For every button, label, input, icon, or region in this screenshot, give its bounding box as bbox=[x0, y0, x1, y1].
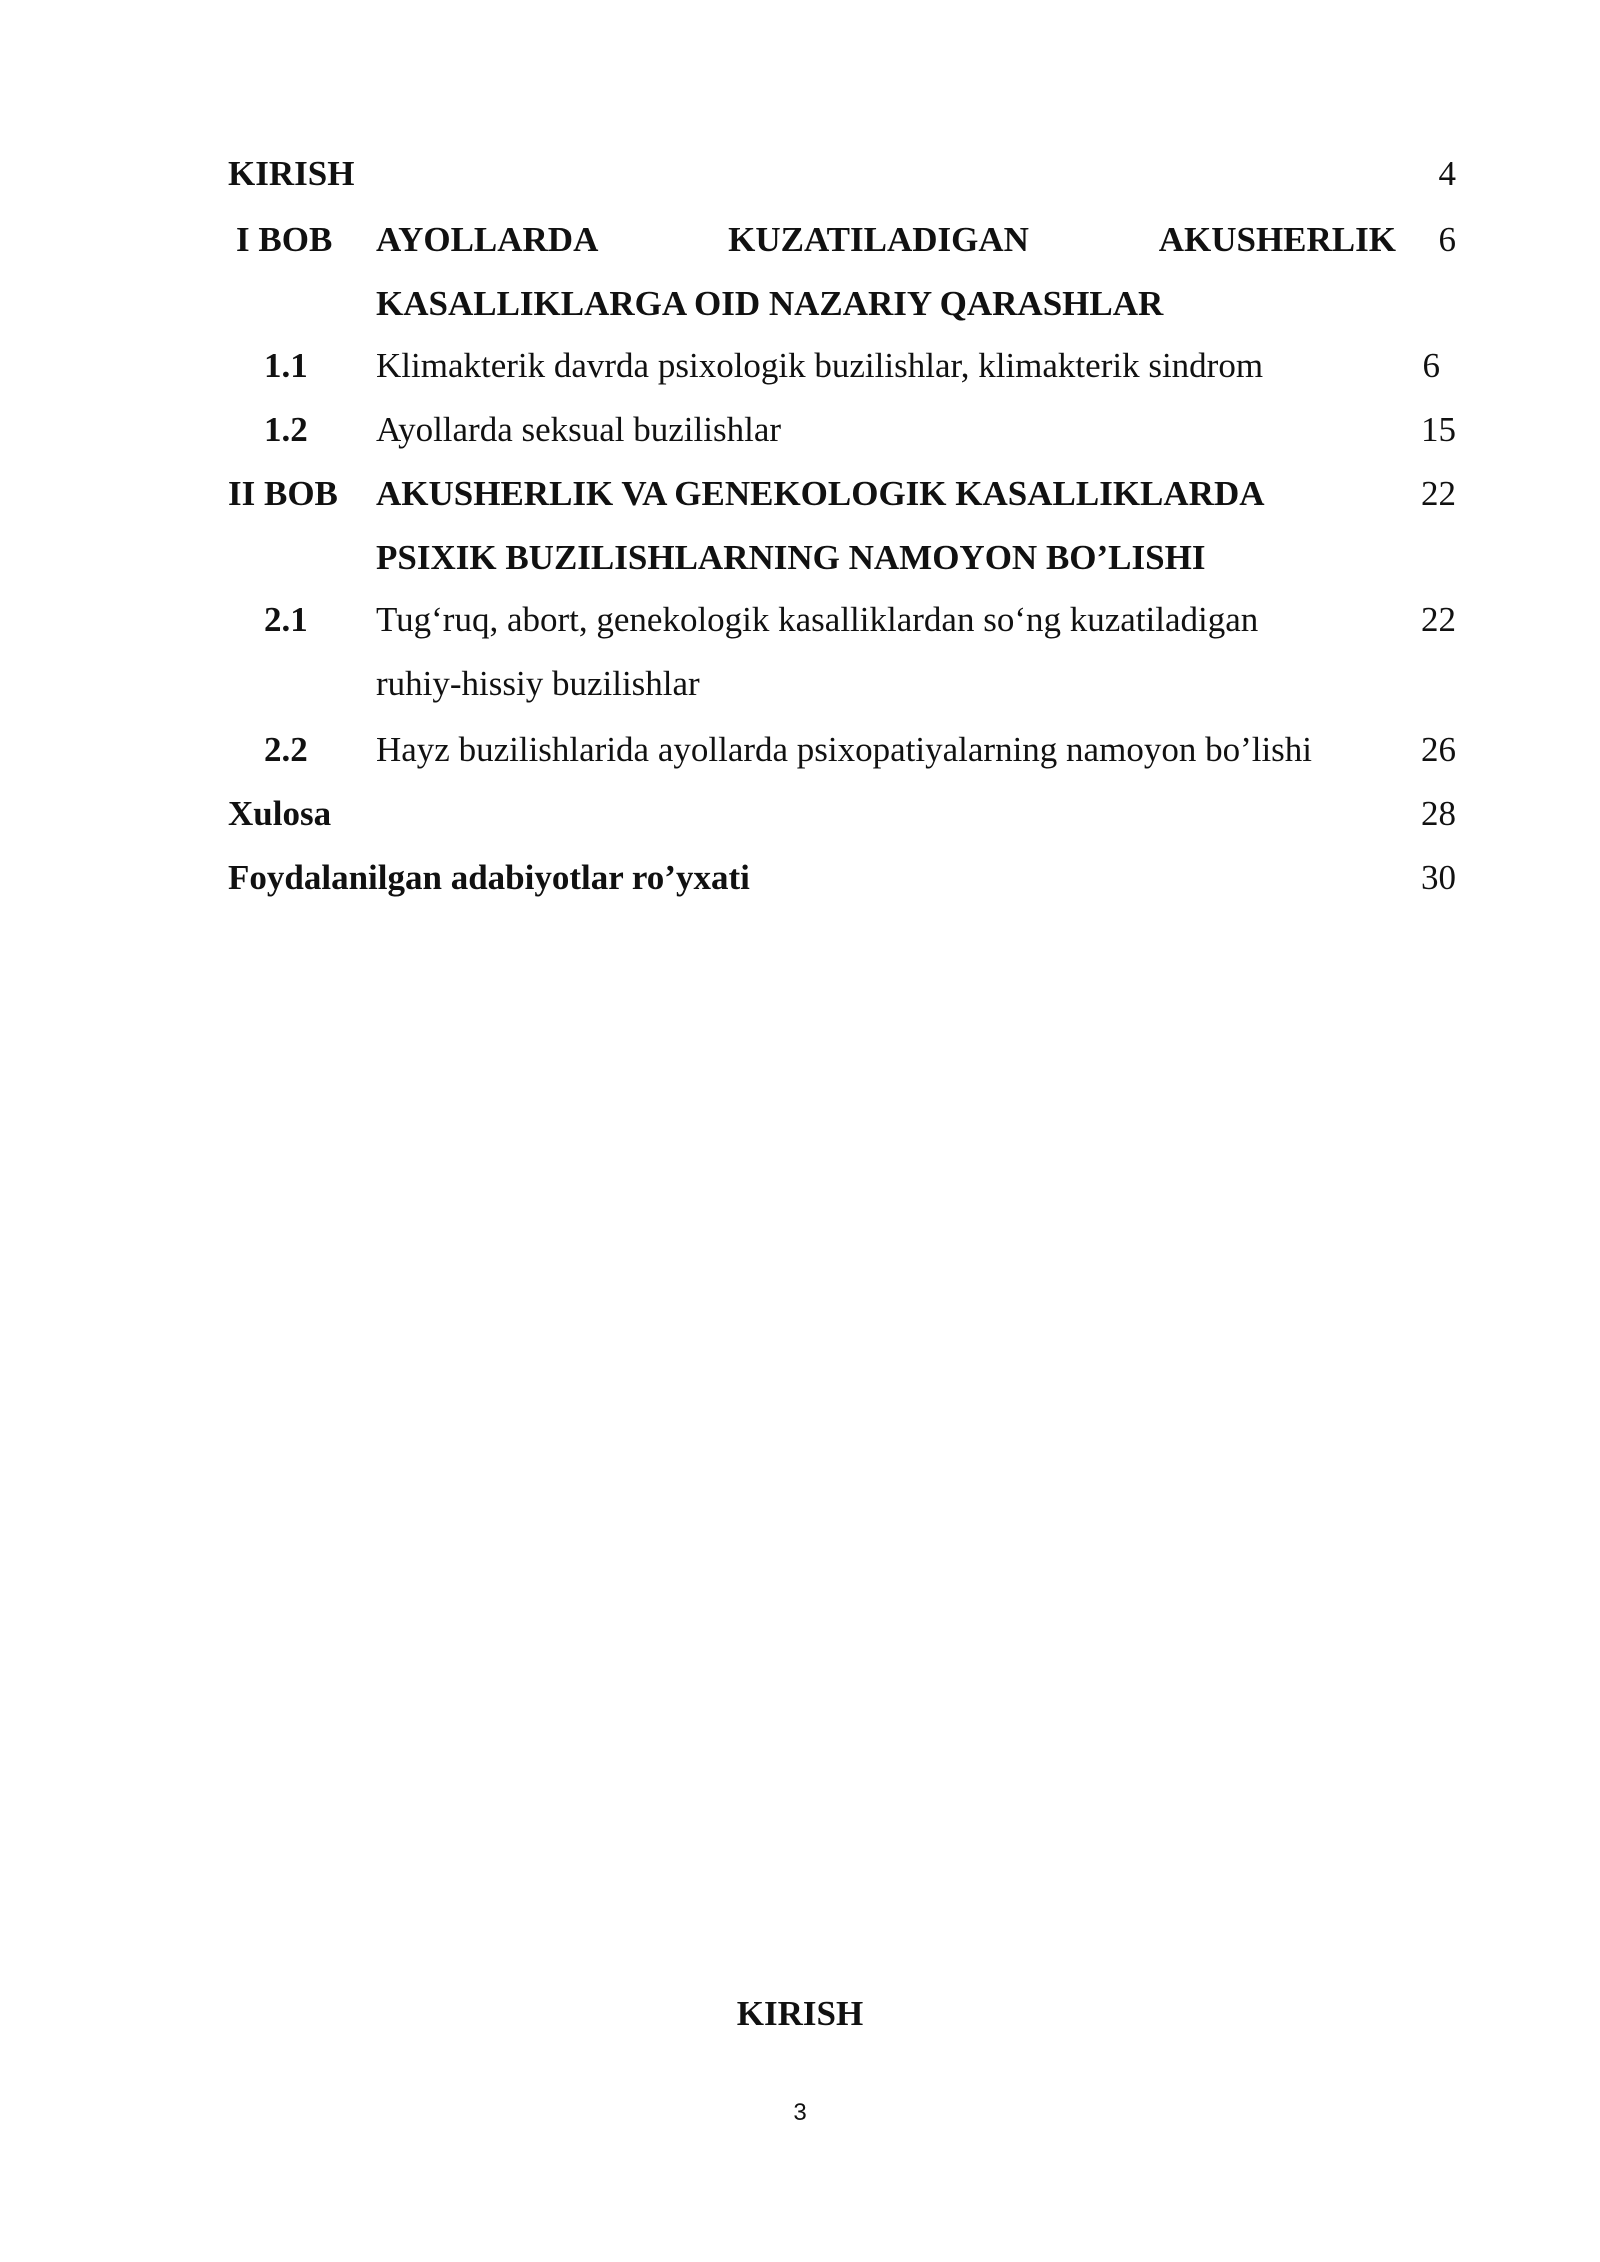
toc-bob1-word: AKUSHERLIK bbox=[1158, 220, 1396, 259]
toc-bob2-title-line1: AKUSHERLIK VA GENEKOLOGIK KASALLIKLARDA bbox=[376, 474, 1265, 513]
toc-s21-page: 22 bbox=[1421, 600, 1456, 639]
toc-bob1-title-line1 bbox=[376, 218, 1396, 262]
toc-bob1-number: I BOB bbox=[236, 220, 333, 259]
toc-s21-number: 2.1 bbox=[264, 600, 308, 639]
toc-adabiyot-page: 30 bbox=[1421, 858, 1456, 897]
toc-bob2-page: 22 bbox=[1421, 474, 1456, 513]
toc-s22-title: Hayz buzilishlarida ayollarda psixopatiyalarning namoyon bo’lishi bbox=[376, 730, 1313, 769]
toc-xulosa-page: 28 bbox=[1421, 794, 1456, 833]
toc-s22-number: 2.2 bbox=[264, 730, 308, 769]
section-heading: KIRISH bbox=[736, 1994, 864, 2033]
toc-bob1-page: 6 bbox=[1438, 220, 1456, 259]
toc-xulosa-label: Xulosa bbox=[228, 794, 332, 833]
toc-s12-page: 15 bbox=[1421, 410, 1456, 449]
toc-s11-title: Klimakterik davrda psixologik buzilishlar, klimakterik sindrom bbox=[376, 346, 1264, 385]
toc-s11-number: 1.1 bbox=[264, 346, 308, 385]
toc-s12-title: Ayollarda seksual buzilishlar bbox=[376, 410, 782, 449]
toc-s12-number: 1.2 bbox=[264, 410, 308, 449]
toc-s21-title-line2: ruhiy-hissiy buzilishlar bbox=[376, 664, 700, 703]
toc-s22-page: 26 bbox=[1421, 730, 1456, 769]
toc-bob1-title-line2: KASALLIKLARGA OID NAZARIY QARASHLAR bbox=[376, 284, 1164, 323]
page-number: 3 bbox=[793, 2099, 807, 2126]
toc-s11-page: 6 bbox=[1422, 346, 1440, 385]
toc-bob1-word: KUZATILADIGAN bbox=[728, 220, 1029, 259]
toc-adabiyot-label: Foydalanilgan adabiyotlar ro’yxati bbox=[228, 858, 750, 897]
toc-bob2-number: II BOB bbox=[228, 474, 338, 513]
toc-bob1-word: AYOLLARDA bbox=[376, 220, 599, 259]
toc-bob2-title-line2: PSIXIK BUZILISHLARNING NAMOYON BO’LISHI bbox=[376, 538, 1206, 577]
toc-kirish-label: KIRISH bbox=[228, 154, 355, 193]
toc-kirish-page: 4 bbox=[1438, 154, 1456, 193]
toc-s21-title-line1: Tug‘ruq, abort, genekologik kasalliklardan so‘ng kuzatiladigan bbox=[376, 600, 1259, 639]
